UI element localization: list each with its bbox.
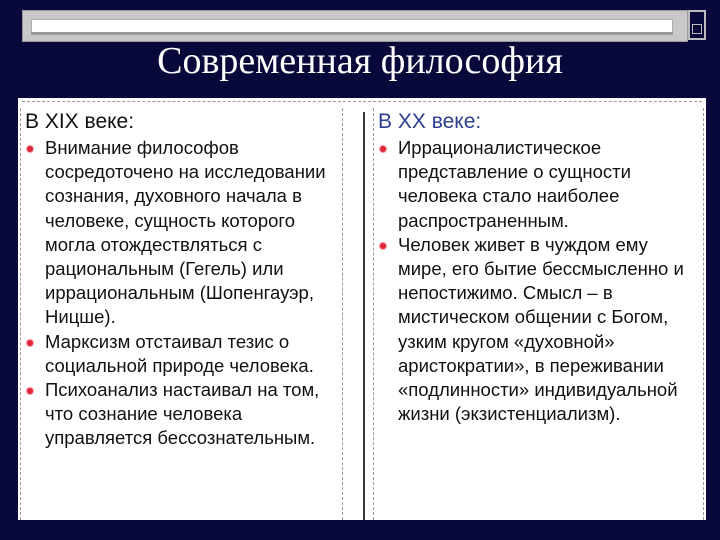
left-column-heading: В XIX веке: xyxy=(25,110,135,133)
bullet-icon xyxy=(27,340,33,346)
bullet-icon xyxy=(380,146,386,152)
list-item xyxy=(21,378,342,451)
list-item-text: Внимание философов сосредоточено на исследовании сознания, духовного начала в человеке, сущность которого могла отождествляться с рациональным (Гегель) или иррациональным (Шопенгауэр, Ницше). xyxy=(45,137,326,328)
list-item xyxy=(374,233,703,427)
slide-title: Современная философия xyxy=(157,40,563,82)
list-item-text: Человек живет в чуждом ему мире, его бытие бессмысленно и непостижимо. Смысл – в мистическом общении с Богом, узким кругом «духовной» аристократии», в переживании «подлинности» индивидуальной жизни (экзистенциализм). xyxy=(398,233,684,425)
list-item xyxy=(21,330,342,378)
right-column xyxy=(373,108,704,520)
bullet-icon xyxy=(27,388,33,394)
left-column-list xyxy=(21,136,342,451)
content-panel xyxy=(18,98,706,520)
left-column xyxy=(20,108,343,520)
list-item xyxy=(374,136,703,233)
list-item-text: Марксизм отстаивал тезис о социальной природе человека. xyxy=(45,330,314,376)
panel-top-border xyxy=(22,101,702,103)
top-decoration-shade xyxy=(31,32,673,35)
top-decoration-inner xyxy=(31,19,673,33)
bullet-icon xyxy=(27,146,33,152)
list-item-text: Психоанализ настаивал на том, что сознание человека управляется бессознательным. xyxy=(45,379,320,449)
bullet-icon xyxy=(380,243,386,249)
list-item-text: Иррационалистическое представление о сущности человека стало наиболее распространенным. xyxy=(398,137,631,231)
right-column-heading: В XX веке: xyxy=(378,110,482,133)
corner-decoration-inner xyxy=(692,24,702,34)
column-divider xyxy=(363,112,365,520)
list-item xyxy=(21,136,342,330)
right-column-list xyxy=(374,136,703,426)
